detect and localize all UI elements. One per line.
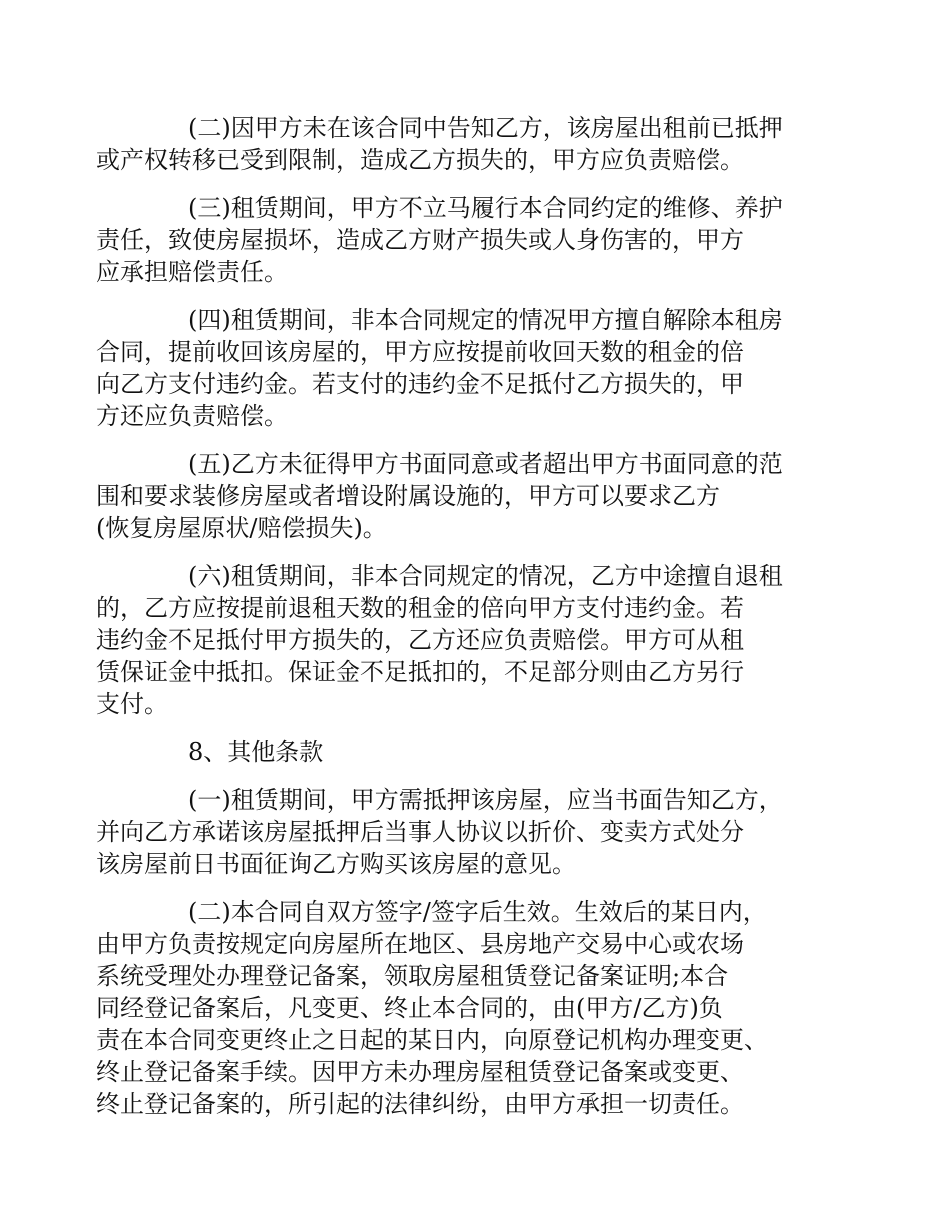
clause-5-paragraph	[96, 448, 832, 544]
text-line: 向乙方支付违约金。若支付的违约金不足抵付乙方损失的，甲	[96, 370, 744, 398]
text-line: 应承担赔偿责任。	[96, 258, 288, 286]
document-body	[96, 112, 832, 1136]
text-line: 违约金不足抵付甲方损失的，乙方还应负责赔偿。甲方可从租	[96, 626, 744, 654]
text-line: 赁保证金中抵扣。保证金不足抵扣的，不足部分则由乙方另行	[96, 658, 744, 686]
text-line: 系统受理处办理登记备案，领取房屋租赁登记备案证明;本合	[96, 962, 729, 990]
text-line: 同经登记备案后，凡变更、终止本合同的，由(甲方/乙方)负	[96, 994, 723, 1022]
text-line: 或产权转移已受到限制，造成乙方损失的，甲方应负责赔偿。	[96, 146, 744, 174]
text-line: (五)乙方未征得甲方书面同意或者超出甲方书面同意的范	[188, 450, 783, 478]
text-line: 由甲方负责按规定向房屋所在地区、县房地产交易中心或农场	[96, 930, 744, 958]
other-clause-2-paragraph	[96, 896, 832, 1120]
other-clause-1-paragraph	[96, 784, 832, 880]
text-line: 责任，致使房屋损坏，造成乙方财产损失或人身伤害的，甲方	[96, 226, 744, 254]
text-line: (三)租赁期间，甲方不立马履行本合同约定的维修、养护	[188, 194, 783, 222]
section-heading-text: 8、其他条款	[188, 738, 324, 766]
text-line: (四)租赁期间，非本合同规定的情况甲方擅自解除本租房	[188, 306, 783, 334]
text-line: (二)本合同自双方签字/签字后生效。生效后的某日内，	[188, 898, 767, 926]
clause-4-paragraph	[96, 304, 832, 432]
text-line: 支付。	[96, 690, 168, 718]
text-line: (一)租赁期间，甲方需抵押该房屋，应当书面告知乙方，	[188, 786, 783, 814]
text-line: (六)租赁期间，非本合同规定的情况，乙方中途擅自退租	[188, 562, 783, 590]
text-line: (二)因甲方未在该合同中告知乙方，该房屋出租前已抵押	[188, 114, 783, 142]
text-line: 围和要求装修房屋或者增设附属设施的，甲方可以要求乙方	[96, 482, 720, 510]
text-line: 的，乙方应按提前退租天数的租金的倍向甲方支付违约金。若	[96, 594, 744, 622]
text-line: 并向乙方承诺该房屋抵押后当事人协议以折价、变卖方式处分	[96, 818, 744, 846]
text-line: 终止登记备案的，所引起的法律纠纷，由甲方承担一切责任。	[96, 1090, 744, 1118]
text-line: 该房屋前日书面征询乙方购买该房屋的意见。	[96, 850, 576, 878]
text-line: 方还应负责赔偿。	[96, 402, 288, 430]
section-8-heading	[142, 736, 832, 768]
clause-3-paragraph	[96, 192, 832, 288]
clause-6-paragraph	[96, 560, 832, 720]
clause-2-paragraph	[96, 112, 832, 176]
text-line: 合同，提前收回该房屋的，甲方应按提前收回天数的租金的倍	[96, 338, 744, 366]
text-line: 责在本合同变更终止之日起的某日内，向原登记机构办理变更、	[96, 1026, 768, 1054]
text-line: (恢复房屋原状/赔偿损失)。	[96, 514, 387, 542]
text-line: 终止登记备案手续。因甲方未办理房屋租赁登记备案或变更、	[96, 1058, 744, 1086]
